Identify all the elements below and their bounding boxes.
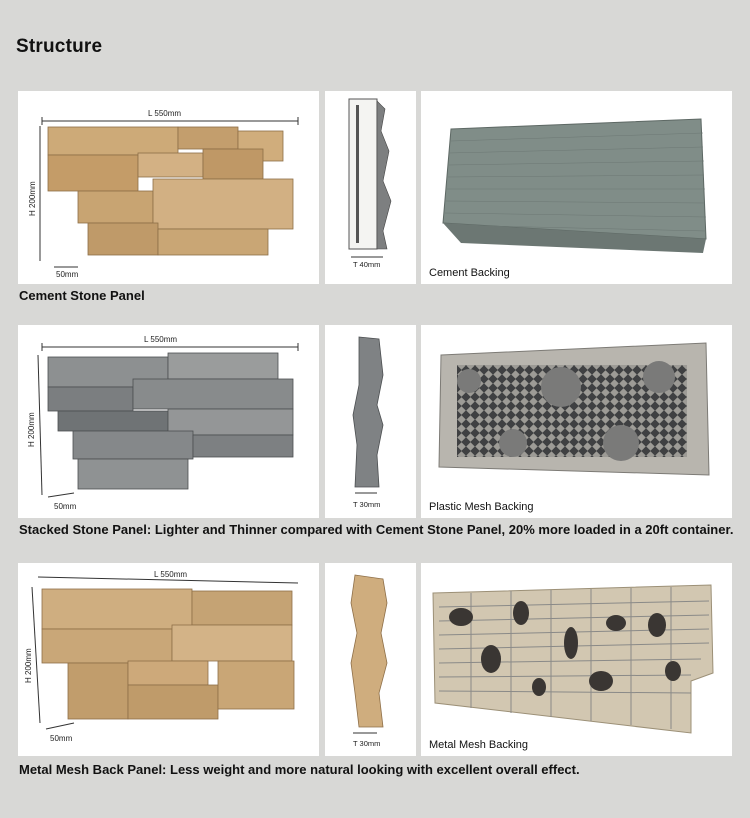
thickness-dimension: T 30mm [353, 739, 381, 748]
stone-panel-front-image [18, 325, 319, 518]
height-dimension: H 200mm [28, 181, 37, 216]
row-caption: Cement Stone Panel [19, 288, 145, 303]
length-dimension: L 550mm [144, 335, 178, 344]
side-view-panel [325, 563, 416, 756]
length-dimension: L 550mm [148, 109, 182, 118]
row-caption: Metal Mesh Back Panel: Less weight and more natural looking with excellent overall effect. [19, 762, 580, 777]
plastic-mesh-backing-image [421, 325, 732, 518]
back-view-panel [421, 91, 732, 284]
row-caption: Stacked Stone Panel: Lighter and Thinner compared with Cement Stone Panel, 20% more loaded in a 20ft container. [19, 522, 734, 537]
thickness-dimension: T 30mm [353, 500, 381, 509]
stone-panel-side-image [325, 325, 416, 518]
height-dimension: H 200mm [24, 648, 33, 683]
height-dimension: H 200mm [27, 412, 36, 447]
backing-label: Metal Mesh Backing [429, 739, 529, 751]
stone-panel-front-image [18, 91, 319, 284]
side-view-panel [325, 91, 416, 284]
side-view-panel [325, 325, 416, 518]
depth-dimension: 50mm [50, 734, 73, 743]
thickness-dimension: T 40mm [353, 260, 381, 269]
stone-panel-side-image [325, 563, 416, 756]
backing-label: Cement Backing [429, 267, 510, 279]
front-view-panel [18, 563, 319, 756]
depth-dimension: 50mm [54, 502, 77, 511]
front-view-panel [18, 325, 319, 518]
stone-panel-front-image [18, 563, 319, 756]
page-title: Structure [16, 36, 103, 57]
metal-mesh-backing-image [421, 563, 732, 756]
backing-label: Plastic Mesh Backing [429, 501, 534, 513]
cement-backing-image [421, 91, 732, 284]
depth-dimension: 50mm [56, 270, 79, 279]
length-dimension: L 550mm [154, 570, 188, 579]
stone-panel-side-image [325, 91, 416, 284]
back-view-panel [421, 325, 732, 518]
front-view-panel [18, 91, 319, 284]
back-view-panel [421, 563, 732, 756]
